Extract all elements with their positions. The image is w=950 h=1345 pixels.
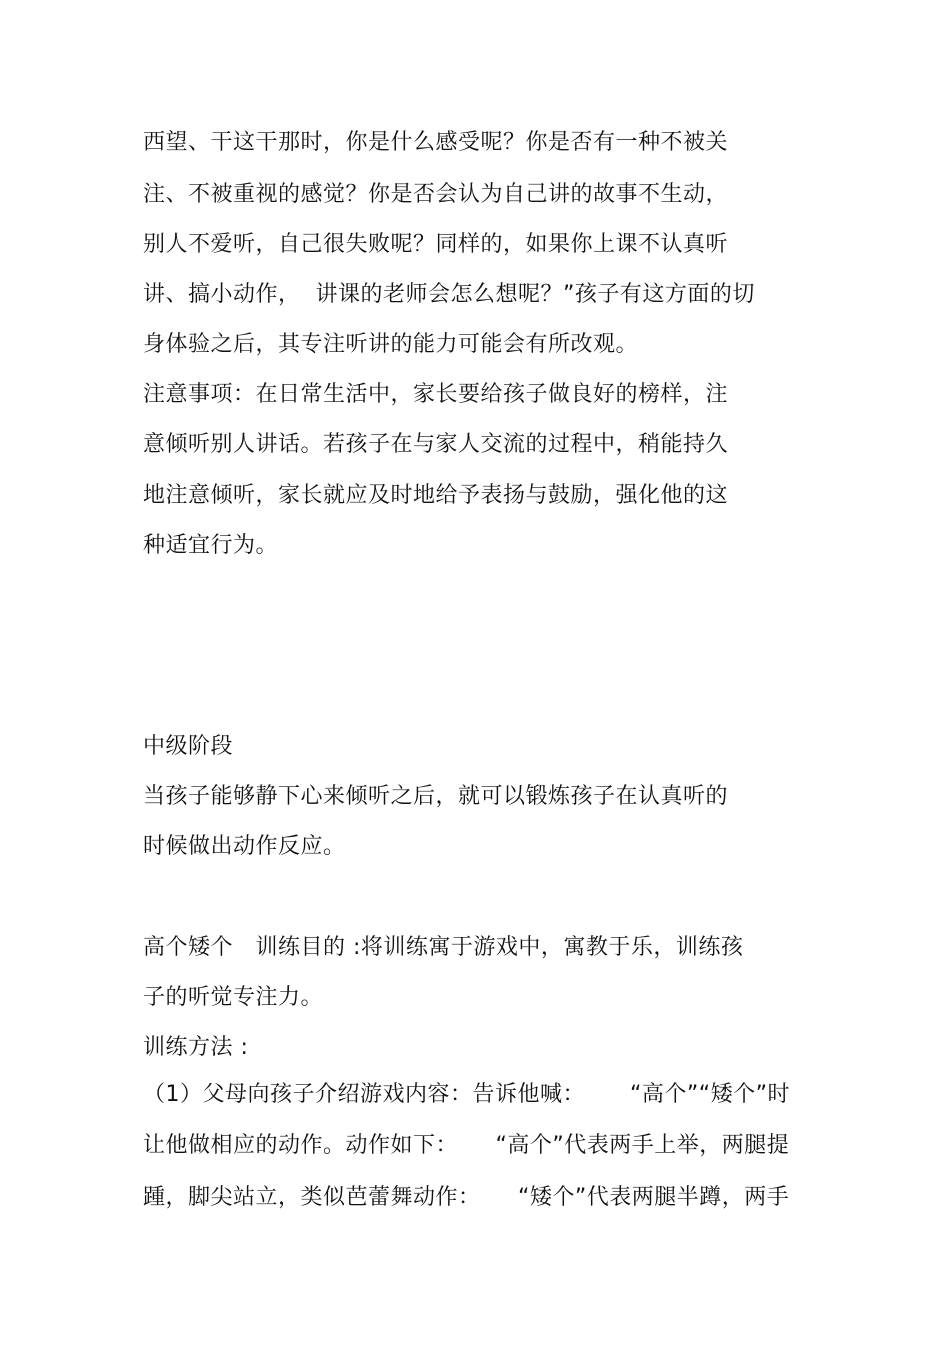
paragraph-line: 注意事项：在日常生活中，家长要给孩子做良好的榜样，注 — [143, 382, 729, 407]
paragraph-line: 注、不被重视的感觉？你是否会认为自己讲的故事不生动， — [143, 182, 729, 207]
paragraph-line: 身体验之后，其专注听讲的能力可能会有所改观。 — [143, 332, 639, 357]
section-heading: 中级阶段 — [143, 734, 234, 759]
paragraph-line: 别人不爱听，自己很失败呢？同样的，如果你上课不认真听 — [143, 232, 729, 257]
paragraph-line: 意倾听别人讲话。若孩子在与家人交流的过程中，稍能持久 — [143, 432, 729, 457]
paragraph-line: 种适宜行为。 — [143, 533, 279, 558]
paragraph-line: 踵，脚尖站立，类似芭蕾舞动作： “矮个”代表两腿半蹲，两手 — [143, 1185, 790, 1210]
paragraph-line: 高个矮个 训练目的 :将训练寓于游戏中，寓教于乐，训练孩 — [143, 935, 744, 960]
paragraph-line: 让他做相应的动作。动作如下： “高个”代表两手上举，两腿提 — [143, 1133, 790, 1158]
paragraph-line: 当孩子能够静下心来倾听之后，就可以锻炼孩子在认真听的 — [143, 784, 729, 809]
paragraph-line: 讲、搞小动作， 讲课的老师会怎么想呢？”孩子有这方面的切 — [143, 282, 755, 307]
paragraph-line: 地注意倾听，家长就应及时地给予表扬与鼓励，强化他的这 — [143, 483, 729, 508]
subheading: 训练方法 : — [143, 1035, 249, 1060]
paragraph-line: （1）父母向孩子介绍游戏内容：告诉他喊： “高个”“矮个”时 — [143, 1082, 791, 1107]
paragraph-line: 时候做出动作反应。 — [143, 834, 346, 859]
paragraph-line: 子的听觉专注力。 — [143, 985, 324, 1010]
paragraph-line: 西望、干这干那时，你是什么感受呢？你是否有一种不被关 — [143, 130, 729, 155]
